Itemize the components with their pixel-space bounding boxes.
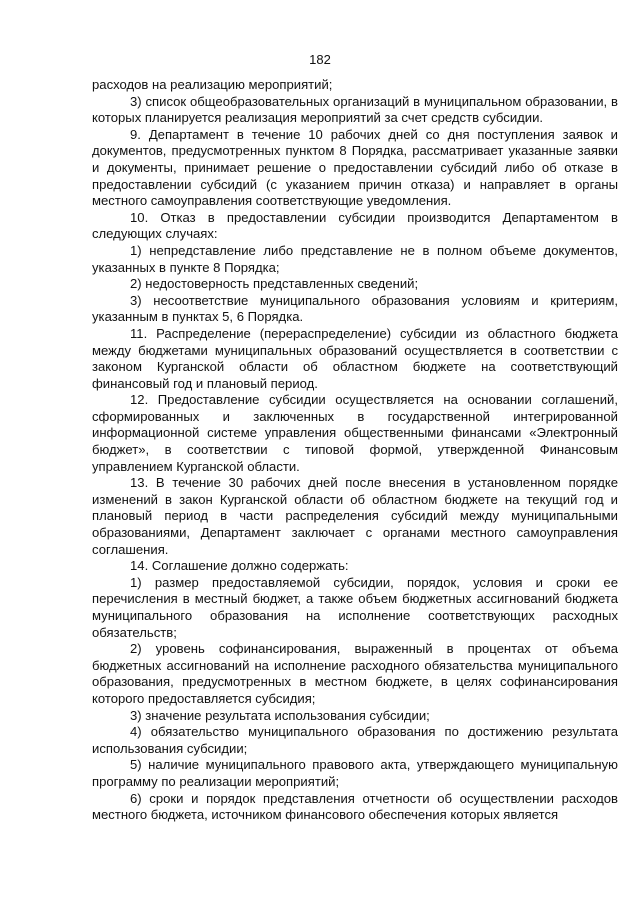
document-body: [92, 77, 618, 824]
list-item-10-2: 2) недостоверность представленных сведений;: [130, 276, 419, 292]
paragraph-14: 14. Соглашение должно содержать:: [130, 558, 349, 574]
list-item-3-schools: 3) список общеобразовательных организаций в муниципальном образовании, в которых планируется реализация мероприятий за счет средств субсидии.: [92, 93, 618, 126]
paragraph-12: 12. Предоставление субсидии осуществляется на основании соглашений, сформированных и заключенных в государственной интегрированной информационной системе управления общественными финансами «Электронный бюджет», в соответствии с типовой формой, утвержденной Финансовым управлением Курганской области.: [92, 392, 618, 474]
list-item-14-4: 4) обязательство муниципального образования по достижению результата использования субсидии;: [92, 724, 618, 756]
paragraph-continuation: расходов на реализацию мероприятий;: [92, 77, 333, 92]
list-item-14-3: 3) значение результата использования субсидии;: [130, 707, 430, 723]
list-item-14-5: 5) наличие муниципального правового акта, утверждающего муниципальную программу по реализации мероприятий;: [92, 757, 618, 789]
list-item-10-3: 3) несоответствие муниципального образования условиям и критериям, указанным в пунктах 5, 6 Порядка.: [92, 292, 618, 325]
paragraph-9: 9. Департамент в течение 10 рабочих дней со дня поступления заявок и документов, предусмотренных пунктом 8 Порядка, рассматривает указанные заявки и документы, принимает решение о предоставлении субсидий либо об отказе в предоставлении субсидий (с указанием причин отказа) и направляет в органы местного самоуправления соответствующие уведомления.: [92, 126, 618, 209]
paragraph-10: 10. Отказ в предоставлении субсидии производится Департаментом в следующих случаях:: [92, 209, 618, 242]
list-item-10-1: 1) непредставление либо представление не в полном объеме документов, указанных в пункте 8 Порядка;: [92, 242, 618, 275]
list-item-14-6: 6) сроки и порядок представления отчетности об осуществлении расходов местного бюджета, источником финансового обеспечения которых является: [92, 790, 618, 823]
paragraph-11: 11. Распределение (перераспределение) субсидии из областного бюджета между бюджетами муниципальных образований осуществляется в соответствии с законом Курганской области об областном бюджете на соответствующий финансовый год и плановый период.: [92, 325, 618, 391]
paragraph-13: 13. В течение 30 рабочих дней после внесения в установленном порядке изменений в закон Курганской области об областном бюджете на текущий год и плановый период в части распределения субсидий между муниципальными образованиями, Департамент заключает с органами местного самоуправления соглашения.: [92, 475, 618, 557]
list-item-14-1: 1) размер предоставляемой субсидии, порядок, условия и сроки ее перечисления в местный бюджет, а также объем бюджетных ассигнований бюджета муниципального образования на исполнение соответствующих расходных обязательств;: [92, 574, 618, 640]
page-number: 182: [309, 52, 331, 67]
list-item-14-2: 2) уровень софинансирования, выраженный в процентах от объема бюджетных ассигнований на исполнение расходного обязательства муниципального образования, предусмотренных в местном бюджете, в целях софинансирования которого предоставляется субсидия;: [92, 641, 618, 706]
